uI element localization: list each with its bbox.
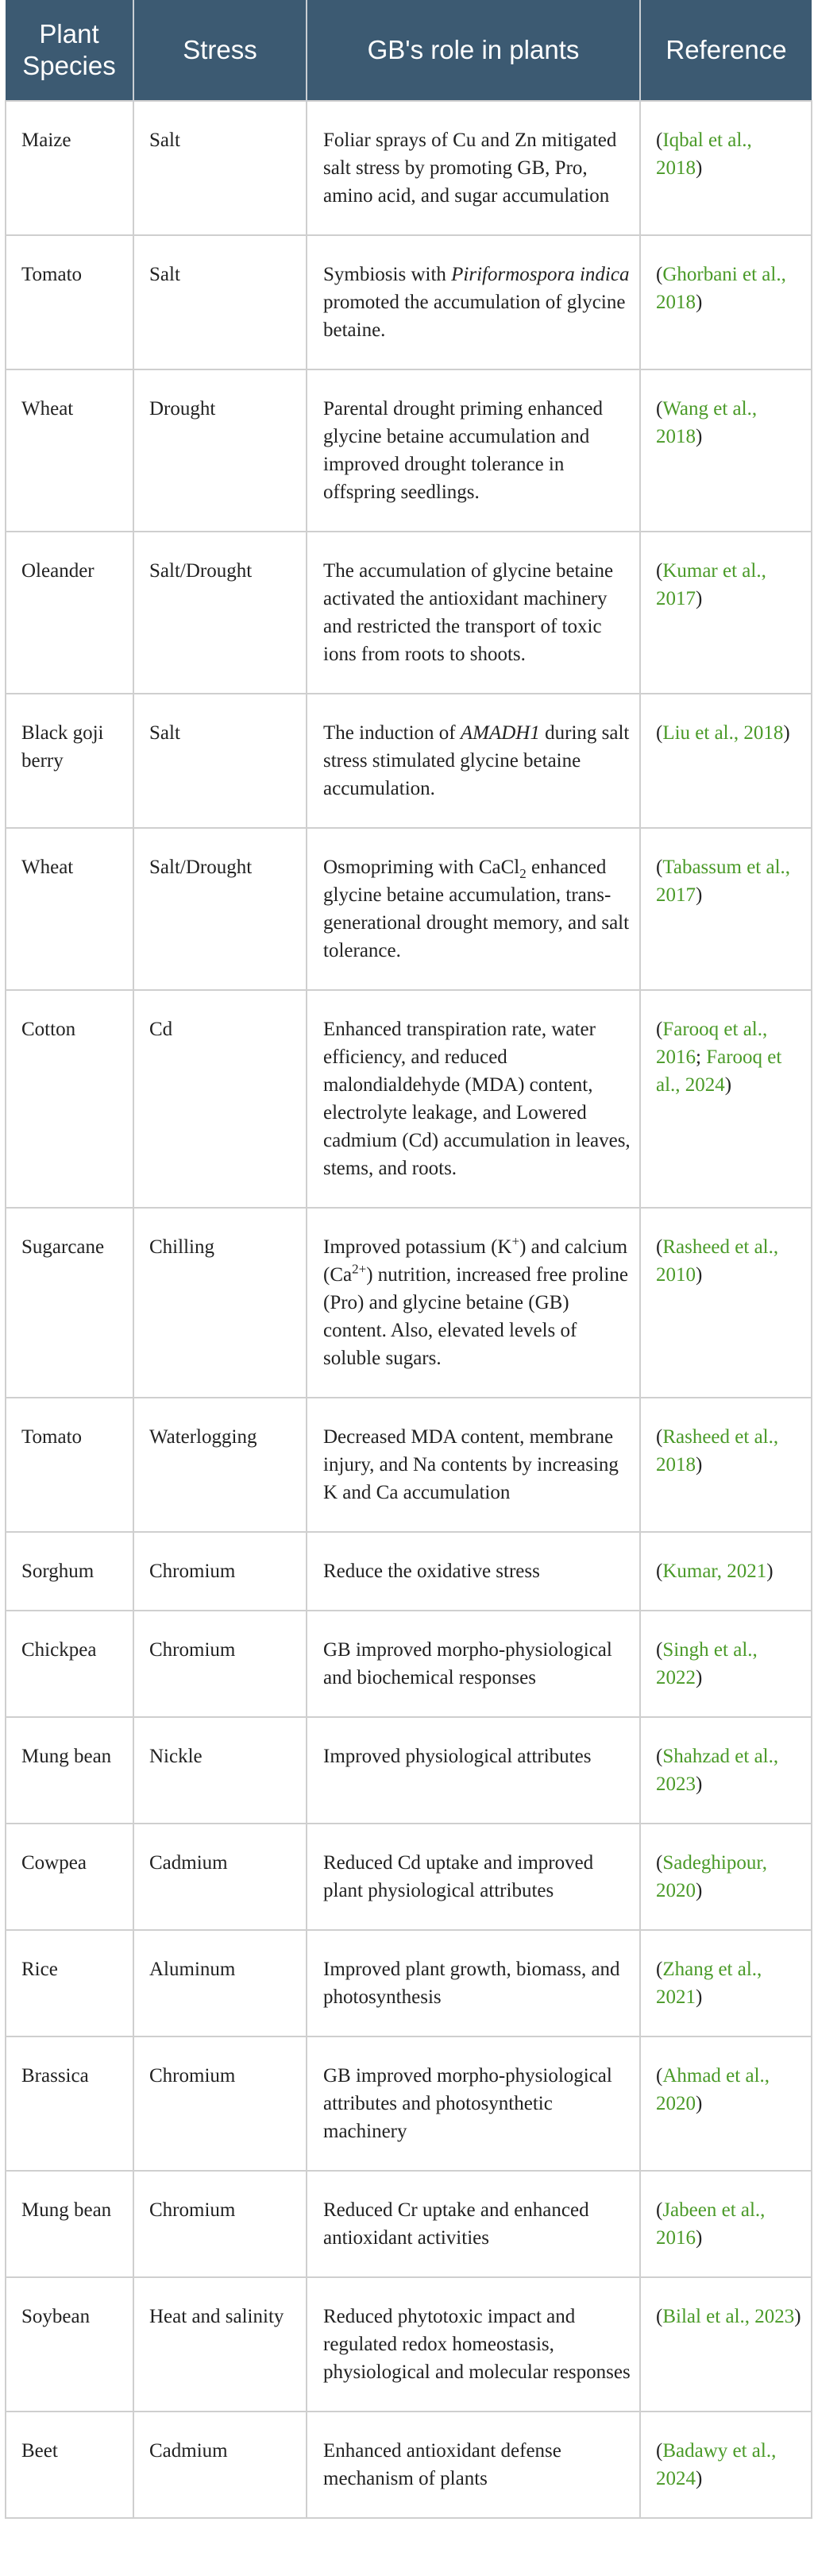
cell-species: Soybean	[6, 2277, 133, 2412]
cell-species: Tomato	[6, 1398, 133, 1532]
role-text: Improved physiological attributes	[323, 1746, 592, 1767]
cell-stress: Chilling	[133, 1208, 307, 1398]
table-row	[6, 1611, 812, 1717]
role-text: Enhanced transpiration rate, water efficiency, and reduced malondialdehyde (MDA) content, electrolyte leakage, and Lowered cadmium (Cd) accumulation in leaves, stems, and roots.	[323, 1019, 631, 1179]
role-text: Reduced Cd uptake and improved plant physiological attributes	[323, 1852, 594, 1901]
cell-reference: (Farooq et al., 2016; Farooq et al., 2024)	[640, 990, 812, 1208]
cell-reference: (Tabassum et al., 2017)	[640, 828, 812, 990]
cell-gb-role	[307, 2277, 640, 2412]
cell-species: Sugarcane	[6, 1208, 133, 1398]
cell-species: Cotton	[6, 990, 133, 1208]
role-italic-text: Piriformospora indica	[451, 264, 630, 285]
reference-link[interactable]: Shahzad et al., 2023	[656, 1746, 779, 1795]
role-subscript: 2	[519, 866, 527, 881]
cell-gb-role	[307, 990, 640, 1208]
cell-reference: (Badawy et al., 2024)	[640, 2412, 812, 2518]
cell-reference: (Ghorbani et al., 2018)	[640, 235, 812, 369]
cell-reference: (Wang et al., 2018)	[640, 369, 812, 532]
cell-species: Rice	[6, 1930, 133, 2036]
cell-species: Cowpea	[6, 1824, 133, 1930]
reference-link[interactable]: Kumar et al., 2017	[656, 560, 766, 609]
cell-gb-role	[307, 828, 640, 990]
role-text: Parental drought priming enhanced glycine betaine accumulation and improved drought tolerance in offspring seedlings.	[323, 398, 603, 503]
cell-reference: (Iqbal et al., 2018)	[640, 101, 812, 235]
reference-link[interactable]: Badawy et al., 2024	[656, 2440, 777, 2489]
reference-link[interactable]: Tabassum et al., 2017	[656, 857, 791, 906]
table-row	[6, 990, 812, 1208]
role-text: Reduced phytotoxic impact and regulated redox homeostasis, physiological and molecular responses	[323, 2306, 631, 2383]
role-text: Improved potassium (K	[323, 1236, 512, 1258]
cell-stress: Cadmium	[133, 1824, 307, 1930]
cell-gb-role	[307, 1930, 640, 2036]
table-row	[6, 1824, 812, 1930]
header-plant-species: Plant Species	[6, 0, 133, 101]
table-row	[6, 1930, 812, 2036]
cell-reference: (Kumar et al., 2017)	[640, 532, 812, 694]
role-italic-text: AMADH1	[460, 722, 540, 744]
table-row	[6, 2412, 812, 2518]
cell-species: Maize	[6, 101, 133, 235]
role-text: enhanced glycine betaine accumulation, trans-generational drought memory, and salt tolerance.	[323, 857, 630, 961]
table-row	[6, 2277, 812, 2412]
cell-reference: (Rasheed et al., 2010)	[640, 1208, 812, 1398]
reference-link[interactable]: Rasheed et al., 2018	[656, 1426, 779, 1476]
cell-reference: (Kumar, 2021)	[640, 1532, 812, 1611]
cell-species: Wheat	[6, 828, 133, 990]
cell-reference: (Shahzad et al., 2023)	[640, 1717, 812, 1824]
cell-gb-role	[307, 694, 640, 828]
table-row	[6, 532, 812, 694]
cell-species: Wheat	[6, 369, 133, 532]
cell-reference: (Ahmad et al., 2020)	[640, 2036, 812, 2171]
header-row	[6, 0, 812, 101]
header-gb-role: GB's role in plants	[307, 0, 640, 101]
cell-stress: Nickle	[133, 1717, 307, 1824]
role-text: Reduced Cr uptake and enhanced antioxidant activities	[323, 2199, 589, 2249]
reference-link[interactable]: Kumar, 2021	[662, 1561, 767, 1582]
role-text: Osmopriming with CaCl	[323, 857, 520, 878]
role-text: Improved plant growth, biomass, and photosynthesis	[323, 1959, 620, 2008]
header-reference: Reference	[640, 0, 812, 101]
table-row	[6, 2171, 812, 2277]
cell-reference: (Bilal et al., 2023)	[640, 2277, 812, 2412]
cell-stress: Drought	[133, 369, 307, 532]
header-stress: Stress	[133, 0, 307, 101]
reference-link[interactable]: Ghorbani et al., 2018	[656, 264, 786, 313]
cell-reference: (Sadeghipour, 2020)	[640, 1824, 812, 1930]
cell-stress: Cadmium	[133, 2412, 307, 2518]
cell-gb-role	[307, 1208, 640, 1398]
cell-gb-role	[307, 369, 640, 532]
role-text: during salt stress stimulated glycine betaine accumulation.	[323, 722, 630, 799]
cell-stress: Chromium	[133, 2036, 307, 2171]
cell-reference: (Rasheed et al., 2018)	[640, 1398, 812, 1532]
cell-stress: Salt	[133, 694, 307, 828]
cell-gb-role	[307, 1824, 640, 1930]
cell-gb-role	[307, 1717, 640, 1824]
role-text: Decreased MDA content, membrane injury, and Na contents by increasing K and Ca accumulation	[323, 1426, 619, 1503]
cell-reference: (Singh et al., 2022)	[640, 1611, 812, 1717]
reference-link[interactable]: Rasheed et al., 2010	[656, 1236, 779, 1286]
cell-stress: Chromium	[133, 1532, 307, 1611]
cell-stress: Salt/Drought	[133, 828, 307, 990]
cell-reference: (Jabeen et al., 2016)	[640, 2171, 812, 2277]
role-text: The accumulation of glycine betaine activated the antioxidant machinery and restricted the transport of toxic ions from roots to shoots.	[323, 560, 614, 665]
reference-link[interactable]: Bilal et al., 2023	[662, 2306, 795, 2327]
role-text: ) nutrition, increased free proline (Pro) and glycine betaine (GB) content. Also, elevated levels of soluble sugars.	[323, 1264, 628, 1369]
cell-stress: Waterlogging	[133, 1398, 307, 1532]
reference-link[interactable]: Jabeen et al., 2016	[656, 2199, 766, 2249]
cell-gb-role	[307, 2171, 640, 2277]
cell-gb-role	[307, 2036, 640, 2171]
table-row	[6, 694, 812, 828]
cell-reference: (Zhang et al., 2021)	[640, 1930, 812, 2036]
cell-stress: Chromium	[133, 1611, 307, 1717]
role-text: The induction of	[323, 722, 461, 744]
cell-species: Mung bean	[6, 2171, 133, 2277]
cell-stress: Salt	[133, 235, 307, 369]
table-row	[6, 1532, 812, 1611]
cell-species: Beet	[6, 2412, 133, 2518]
cell-gb-role	[307, 1611, 640, 1717]
gb-roles-table	[5, 0, 812, 2519]
table-row	[6, 1717, 812, 1824]
table-body	[6, 101, 812, 2518]
role-text: Foliar sprays of Cu and Zn mitigated salt stress by promoting GB, Pro, amino acid, and sugar accumulation	[323, 130, 617, 207]
reference-link[interactable]: Iqbal et al., 2018	[656, 130, 752, 179]
table-row	[6, 235, 812, 369]
role-text: Reduce the oxidative stress	[323, 1561, 540, 1582]
cell-species: Chickpea	[6, 1611, 133, 1717]
reference-link[interactable]: Ahmad et al., 2020	[656, 2065, 770, 2114]
reference-link[interactable]: Zhang et al., 2021	[656, 1959, 762, 2008]
cell-gb-role	[307, 1398, 640, 1532]
cell-stress: Heat and salinity	[133, 2277, 307, 2412]
reference-link[interactable]: Liu et al., 2018	[662, 722, 784, 744]
role-text: GB improved morpho-physiological attributes and photosynthetic machinery	[323, 2065, 612, 2142]
cell-reference: (Liu et al., 2018)	[640, 694, 812, 828]
reference-link[interactable]: Farooq et al., 2016	[656, 1019, 768, 1068]
reference-link[interactable]: Farooq et al., 2024	[656, 1046, 782, 1096]
role-text: GB improved morpho-physiological and biochemical responses	[323, 1639, 612, 1688]
cell-stress: Aluminum	[133, 1930, 307, 2036]
cell-stress: Salt/Drought	[133, 532, 307, 694]
cell-species: Black goji berry	[6, 694, 133, 828]
cell-gb-role	[307, 2412, 640, 2518]
reference-link[interactable]: Singh et al., 2022	[656, 1639, 758, 1688]
cell-gb-role	[307, 235, 640, 369]
cell-species: Brassica	[6, 2036, 133, 2171]
cell-species: Sorghum	[6, 1532, 133, 1611]
role-text: ) and calcium (Ca	[323, 1236, 628, 1286]
cell-species: Mung bean	[6, 1717, 133, 1824]
role-superscript: +	[511, 1233, 520, 1249]
cell-stress: Cd	[133, 990, 307, 1208]
cell-species: Oleander	[6, 532, 133, 694]
table-row	[6, 1208, 812, 1398]
reference-link[interactable]: Wang et al., 2018	[656, 398, 758, 447]
table-row	[6, 369, 812, 532]
cell-stress: Chromium	[133, 2171, 307, 2277]
role-text: Symbiosis with	[323, 264, 452, 285]
reference-link[interactable]: Sadeghipour, 2020	[656, 1852, 767, 1901]
cell-stress: Salt	[133, 101, 307, 235]
table-row	[6, 2036, 812, 2171]
table-row	[6, 101, 812, 235]
role-text: Enhanced antioxidant defense mechanism of plants	[323, 2440, 561, 2489]
role-text: promoted the accumulation of glycine betaine.	[323, 292, 626, 341]
table-row	[6, 828, 812, 990]
table-row	[6, 1398, 812, 1532]
cell-gb-role	[307, 532, 640, 694]
role-superscript: 2+	[352, 1261, 367, 1277]
table-header	[6, 0, 812, 101]
cell-species: Tomato	[6, 235, 133, 369]
cell-gb-role	[307, 101, 640, 235]
cell-gb-role	[307, 1532, 640, 1611]
